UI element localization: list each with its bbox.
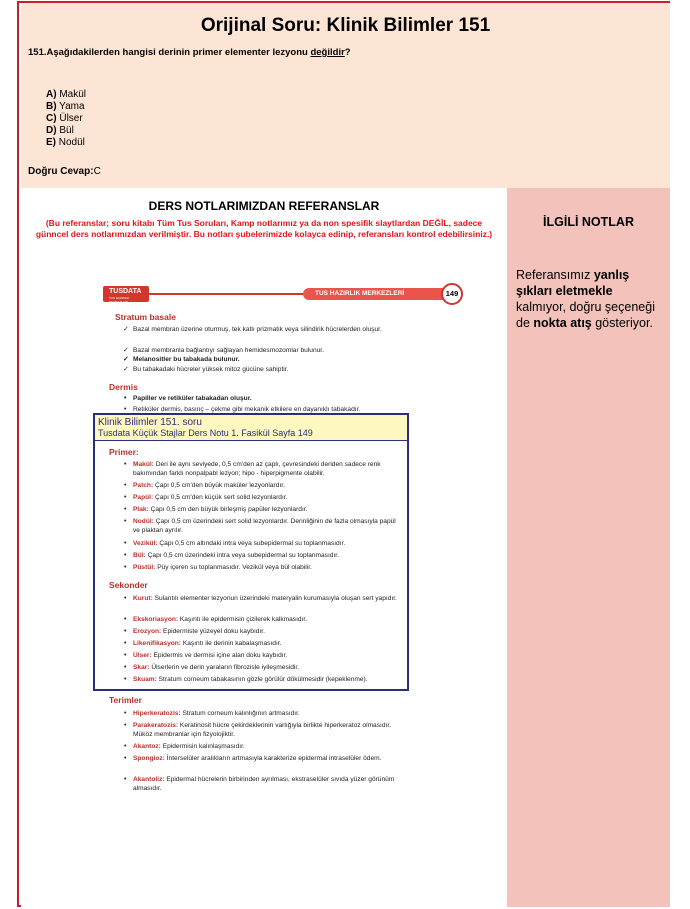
- option-b: [46, 101, 86, 113]
- bullet-icon: •: [124, 776, 127, 783]
- option-letter: A): [46, 89, 57, 100]
- bullet-icon: •: [124, 395, 127, 402]
- bullet-icon: •: [124, 652, 127, 659]
- check-icon: ✓: [123, 326, 129, 333]
- option-letter: C): [46, 113, 57, 124]
- bullet-icon: •: [124, 494, 127, 501]
- bullet-icon: •: [124, 518, 127, 525]
- bullet-icon: •: [124, 540, 127, 547]
- sekonder-item: • Skuam: Stratum corneum tabakasının gözle görülür dökülmesidir (kepeklenme).: [124, 676, 368, 683]
- notes-panel: [507, 188, 670, 907]
- answer-label: Doğru Cevap:: [28, 166, 94, 177]
- option-letter: D): [46, 125, 57, 136]
- bullet-icon: •: [124, 640, 127, 647]
- sekonder-item: • Ülser: Epidermis ve dermisi içine alan doku kaybıdır.: [124, 652, 288, 659]
- bullet-icon: •: [124, 616, 127, 623]
- bullet-icon: •: [124, 628, 127, 635]
- option-text: Ülser: [56, 113, 83, 124]
- option-text: Makül: [56, 89, 87, 100]
- bullet-icon: •: [124, 406, 127, 413]
- bullet-icon: •: [124, 552, 127, 559]
- stratum-item: ✓ Melanositler bu tabakada bulunur.: [123, 356, 240, 363]
- bullet-icon: •: [124, 595, 127, 602]
- header-tab: [303, 288, 443, 300]
- callout-title: Klinik Bilimler 151. soru: [98, 417, 202, 428]
- tusdata-logo: [103, 286, 149, 302]
- option-a: [46, 89, 86, 101]
- sekonder-item: • Ekskoriasyon: Kaşıntı ile epidermisin çizilerek kalkmasıdır.: [124, 616, 308, 623]
- terimler-title: Terimler: [109, 695, 142, 705]
- bullet-icon: •: [124, 722, 127, 729]
- answer-value: C: [93, 166, 101, 177]
- option-d: [46, 125, 86, 137]
- stratum-item: ✓ Bazal membran üzerine oturmuş, tek katlı prizmatik veya silindirik hücrelerden oluşur.: [123, 326, 382, 333]
- primer-item: • Nodül: Çapı 0,5 cm üzerindeki sert solid lezyonlardır. Derinliğinin de fazla olmasıyla papül ve plaktan ayrılır.: [124, 518, 396, 534]
- page-frame: [17, 1, 670, 907]
- primer-item: • Vezikül: Çapı 0,5 cm altındaki intra veya subepidermal su toplanmasıdır.: [124, 540, 346, 547]
- stratum-title: Stratum basale: [115, 312, 176, 322]
- dermis-item: • Retiküler dermis, basınç – çekme gibi mekanik etkilere en dayanıklı tabakadır.: [124, 406, 361, 413]
- bullet-icon: •: [124, 710, 127, 717]
- bullet-icon: •: [124, 664, 127, 671]
- terimler-item: • Parakeratozis: Keratinosit hücre çekirdeklerinin varlığıyla birlikte hiperkeratoz olmasıdır. Müköz membranlar için fizyolojiktir.: [124, 722, 392, 738]
- textbook-header: [103, 286, 463, 306]
- notes-body: Referansımız yanlış şıkları eletmekle kalmıyor, doğru şeçeneği de nokta atış gösteriyor.: [516, 268, 655, 330]
- header-tab-text: TUS HAZIRLIK MERKEZLERİ: [315, 290, 405, 297]
- correct-answer: [28, 166, 101, 177]
- question-emphasis: değildir: [310, 47, 345, 58]
- notes-heading: İLGİLİ NOTLAR: [543, 215, 634, 229]
- logo-text: TUSDATA: [109, 288, 142, 295]
- terimler-item: • Akantoz: Epidermisin kalınlaşmasıdır.: [124, 743, 245, 750]
- question-text: [28, 47, 351, 58]
- option-letter: B): [46, 101, 57, 112]
- dermis-item: • Papiller ve retiküler tabakadan oluşur.: [124, 395, 252, 402]
- terimler-item: • Hiperkeratozis: Stratum corneum kalınlığının artmasıdır.: [124, 710, 300, 717]
- callout-header: [95, 415, 407, 441]
- primer-item: • Patch: Çapı 0,5 cm'den büyük maküler lezyonlardır.: [124, 482, 285, 489]
- check-icon: ✓: [123, 356, 129, 363]
- primer-item: • Bül: Çapı 0,5 cm üzerindeki intra veya subepidermal su toplanmasıdır.: [124, 552, 339, 559]
- option-text: Nodül: [56, 137, 85, 148]
- sekonder-item: • Kurut: Sulantılı elementer lezyonun üzerindeki materyalin kurumasıyla oluşan sert yapıdır.: [124, 595, 397, 602]
- terimler-item: • Spongioz: İnterselüler aralıkların artmasıyla karakterize epidermal intraselüler ödem.: [124, 755, 382, 762]
- callout-source: Tusdata Küçük Stajlar Ders Notu 1. Fasikül Sayfa 149: [98, 428, 313, 438]
- page-number: 149: [441, 283, 463, 305]
- stratum-item: ✓ Bazal membranla bağlantıyı sağlayan hemidesmozomlar bulunur.: [123, 347, 324, 354]
- page-title: Orijinal Soru: Klinik Bilimler 151: [200, 15, 491, 36]
- primer-item: • Papül: Çapı 0,5 cm'den küçük sert solid lezyonlardır.: [124, 494, 288, 501]
- check-icon: ✓: [123, 347, 129, 354]
- bullet-icon: •: [124, 564, 127, 571]
- bullet-icon: •: [124, 676, 127, 683]
- primer-item: • Makül: Deri ile aynı seviyede, 0,5 cm'den az çaplı, çevresindeki deriden sadece renk bakımından farklı nonpalpabl lezyon; hipo - hiperpigmente olabilir.: [124, 461, 381, 477]
- sekonder-title: Sekonder: [109, 580, 148, 590]
- option-text: Yama: [56, 101, 85, 112]
- reference-heading: DERS NOTLARIMIZDAN REFERANSLAR: [148, 199, 380, 213]
- option-e: [46, 137, 86, 149]
- sekonder-item: • Erozyon: Epidermiste yüzeyel doku kaybıdır.: [124, 628, 265, 635]
- bullet-icon: •: [124, 461, 127, 468]
- question-panel: [21, 3, 670, 188]
- primer-item: • Püstül: Püy içeren su toplanmasıdır. Vezikül veya bül olabilir.: [124, 564, 312, 571]
- bullet-icon: •: [124, 755, 127, 762]
- bullet-icon: •: [124, 482, 127, 489]
- option-c: [46, 113, 86, 125]
- option-letter: E): [46, 137, 56, 148]
- question-suffix: ?: [344, 47, 351, 58]
- terimler-item: • Akantoliz: Epidermal hücrelerin birbirinden ayrılması, ekstraselüler sıvıda yüzer görünüm almasıdır.: [124, 776, 395, 792]
- question-prefix: 151.Aşağıdakilerden hangisi derinin primer elementer lezyonu: [28, 47, 311, 58]
- option-text: Bül: [56, 125, 74, 136]
- sekonder-item: • Likenifikasyon: Kaşıntı ile derinin kabalaşmasıdır.: [124, 640, 282, 647]
- answer-options: [46, 89, 86, 149]
- sekonder-item: • Skar: Ülserlerin ve derin yaraların fibrozisle iyileşmesidir.: [124, 664, 300, 671]
- reference-note: (Bu referanslar; soru kitabı Tüm Tus Soruları, Kamp notlarımız ya da non spesifik slaytlardan DEĞİL, sadece günncel ders notlarımızdan verilmiştir. Bu notları şubelerimizde kolayca edinip, referansları kontrol edebilirsiniz.): [35, 218, 493, 239]
- bullet-icon: •: [124, 506, 127, 513]
- check-icon: ✓: [123, 366, 129, 373]
- stratum-item: ✓ Bu tabakadaki hücreler yüksek mitoz gücüne sahiptir.: [123, 366, 289, 373]
- primer-item: • Plak: Çapı 0,5 cm den büyük birleşmiş papüler lezyonlardır.: [124, 506, 308, 513]
- logo-subtext: TUS HAZIRLIK MERKEZLERİ: [109, 296, 130, 304]
- bullet-icon: •: [124, 743, 127, 750]
- textbook-page: [21, 188, 507, 907]
- reference-panel: [21, 188, 507, 907]
- dermis-title: Dermis: [109, 382, 138, 392]
- primer-title: Primer:: [109, 447, 139, 457]
